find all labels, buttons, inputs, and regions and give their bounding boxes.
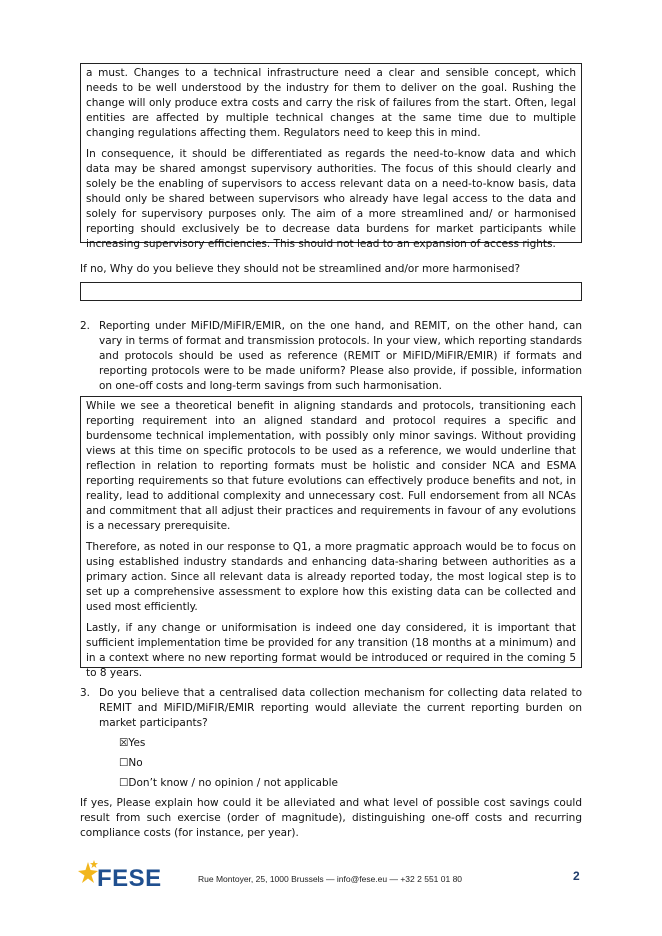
if-no-prompt: If no, Why do you believe they should not be streamlined and/or more harmonised? xyxy=(80,263,521,275)
answer-paragraph: Therefore, as noted in our response to Q1, a more pragmatic approach would be to focus on using established industry standards and enhancing data-sharing between authorities as a primary action. Since all relevant data is already reported today, the most logical step is to set up a comprehensive assessment to explore how this existing data can be collected and used most efficiently. xyxy=(86,541,576,613)
if-yes-prompt: If yes, Please explain how could it be alleviated and what level of possible cost savings could result from such exercise (order of magnitude), distinguishing one-off costs and recurring compliance costs (for instance, per year). xyxy=(80,797,582,839)
question-text: Do you believe that a centralised data collection mechanism for collecting data related to REMIT and MiFID/MiFIR/EMIR reporting would alleviate the current reporting burden on market participants? xyxy=(99,687,582,729)
footer-address: Rue Montoyer, 25, 1000 Brussels — info@fese.eu — +32 2 551 01 80 xyxy=(198,874,463,884)
logo-text: FESE xyxy=(97,865,162,892)
answer-paragraph: a must. Changes to a technical infrastructure need a clear and sensible concept, which needs to be well understood by the industry for them to deliver on the goal. Rushing the change will only produce extra costs and carry the risk of failures from the start. Often, legal entities are affected by multiple technical changes at the same time due to multiple changing regulations affecting them. Regulators need to keep this in mind. xyxy=(86,67,576,139)
question-text: Reporting under MiFID/MiFIR/EMIR, on the one hand, and REMIT, on the other hand, can vary in terms of format and transmission protocols. In your view, which reporting standards and protocols should be used as reference (REMIT or MiFID/MiFIR/EMIR) if formats and reporting protocols were to be made uniform? Please also provide, if possible, information on one-off costs and long-term savings from such harmonisation. xyxy=(99,320,582,392)
answer-box-q1-continued xyxy=(80,63,582,250)
option-label: Yes xyxy=(128,737,146,749)
question-number: 3. xyxy=(80,687,91,699)
answer-paragraph: Lastly, if any change or uniformisation is indeed one day considered, it is important that sufficient implementation time be provided for any transition (18 months at a minimum) and in a context where no new reporting format would be introduced or required in the coming 5 to 8 years. xyxy=(86,622,576,679)
question-number: 2. xyxy=(80,320,91,332)
checkbox-unchecked-icon[interactable]: ☐ xyxy=(119,777,129,789)
page-number: 2 xyxy=(573,869,580,883)
option-yes[interactable] xyxy=(119,736,145,751)
option-dont-know[interactable] xyxy=(119,776,338,791)
checkbox-checked-icon[interactable]: ☒ xyxy=(119,737,129,749)
answer-paragraph: While we see a theoretical benefit in aligning standards and protocols, transitioning each reporting requirement into an aligned standard and protocol requires a specific and burdensome technical implementation, with possibly only minor savings. Without providing views at this time on specific protocols to be used as a reference, we would underline that reflection in relation to reporting formats must be holistic and consider NCA and ESMA reporting requirements so that future evolutions can effectively produce benefits and not, in reality, lead to additional complexity and unnecessary cost. Full endorsement from all NCAs and commitment that all adjust their practices and requirements in favour of any evolutions is a necessary prerequisite. xyxy=(86,400,576,532)
answer-paragraph: In consequence, it should be differentiated as regards the need-to-know data and which data may be shared amongst supervisory authorities. The focus of this should clearly and solely be the enabling of supervisors to access relevant data on a need-to-know basis, data should only be shared between supervisors who already have legal access to the data and solely for supervisory purposes only. The aim of a more streamlined and/ or harmonised reporting should exclusively be to decrease data burdens for market participants while increasing supervisory efficiencies. This should not lead to an expansion of access rights. xyxy=(86,148,576,250)
if-no-answer-box[interactable] xyxy=(80,282,582,301)
checkbox-unchecked-icon[interactable]: ☐ xyxy=(119,757,129,769)
option-no[interactable] xyxy=(119,756,143,771)
question-3 xyxy=(80,686,582,731)
fese-logo xyxy=(78,860,162,894)
option-label: Don’t know / no opinion / not applicable xyxy=(128,777,339,789)
answer-box-q2 xyxy=(80,396,582,679)
option-label: No xyxy=(128,757,143,769)
question-2 xyxy=(80,319,582,394)
